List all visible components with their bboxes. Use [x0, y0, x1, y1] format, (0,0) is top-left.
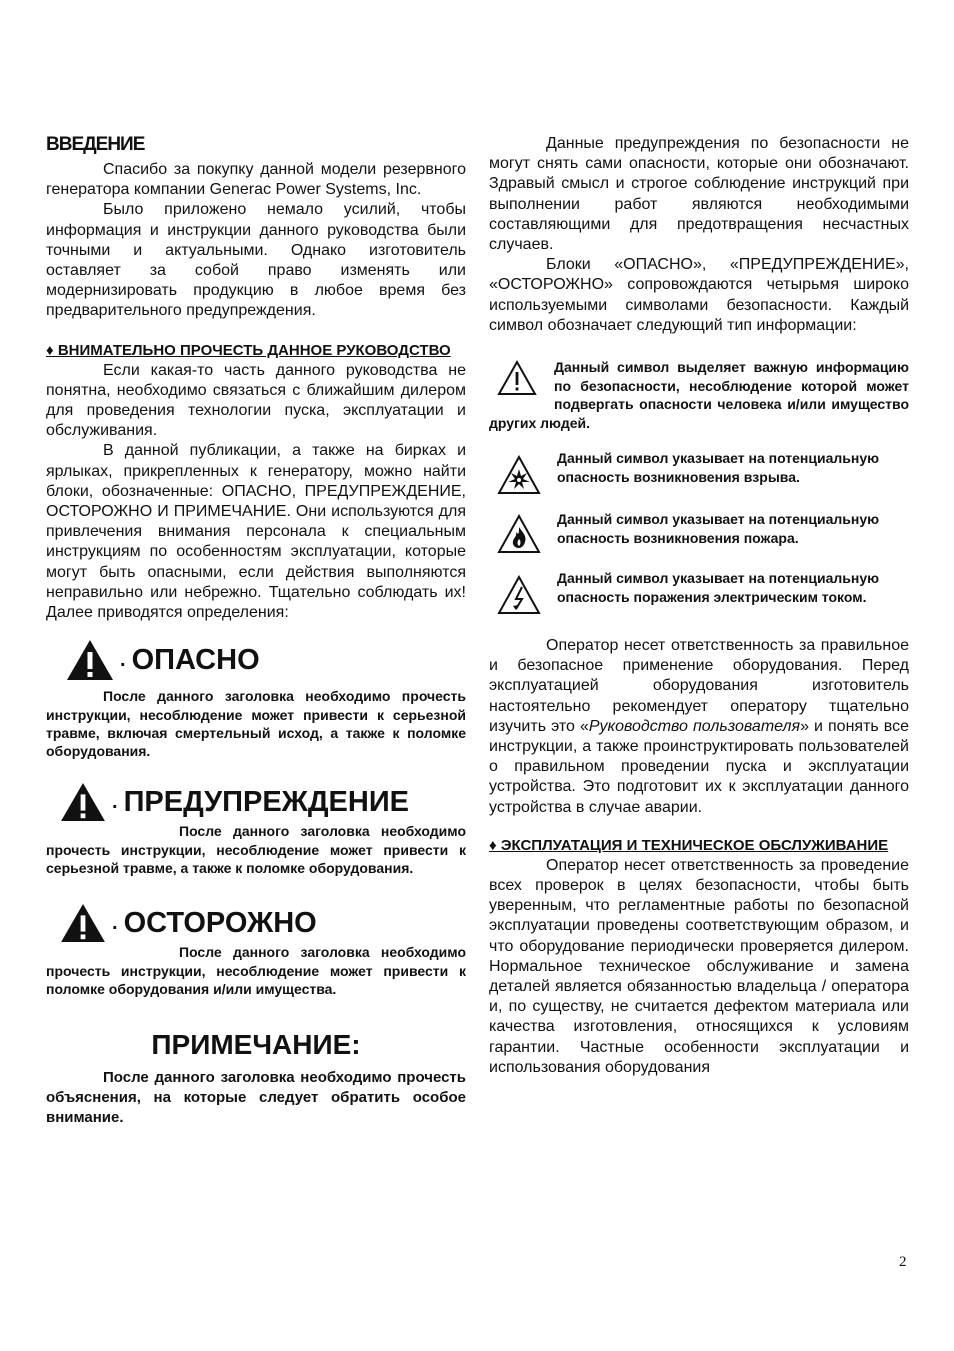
fire-icon — [497, 514, 541, 554]
read-manual-paragraph-2: В данной публикации, а также на бирках и ярлыках, прикрепленных к генератору, можно найти блоки, обозначенные: ОПАСНО, ПРЕДУПРЕЖДЕНИЕ, ОСТОРОЖНО И ПРИМЕЧАНИЕ. Они используются для привлечения внимания персонала к специальным инструкциям по особенностям эксплуатации, которые могут быть опасными, если действия выполняются неправильно или небрежно. Тщательно соблюдать их! Далее приводятся определения: — [46, 442, 466, 622]
note-title: ПРИМЕЧАНИЕ: — [151, 1029, 361, 1061]
caution-title: ОСТОРОЖНО — [123, 907, 317, 940]
symbol-electric-shock-text: Данный символ указывает на потенциальную опасность поражения электрическим током. — [557, 570, 880, 605]
warning-text: После данного заголовка необходимо прочесть инструкции, несоблюдение может привести к серьезной травме, а также к поломке оборудования. — [46, 823, 466, 877]
symbol-fire-text: Данный символ указывает на потенциальную опасность возникновения пожара. — [557, 511, 880, 546]
symbol-explosion-text: Данный символ указывает на потенциальную опасность возникновения взрыва. — [557, 450, 880, 485]
maintenance-heading: ♦ ЭКСПЛУАТАЦИЯ И ТЕХНИЧЕСКОЕ ОБСЛУЖИВАНИЕ — [489, 836, 889, 854]
maintenance-paragraph: Оператор несет ответственность за проведение всех проверок в целях безопасности, чтобы быть уверенным, что регламентные работы по безопасной эксплуатации проведены соответствующим образом, и что оборудование периодически проверяется дилером. Нормальное техническое обслуживание и замена деталей является обязанностью владельца / оператора и, по существу, не считается дефектом материала или качества изготовления, относящихся к условиям гарантии. Частные особенности эксплуатации и использования оборудования — [489, 856, 909, 1076]
warning-icon — [60, 903, 106, 943]
symbol-general-warning — [489, 358, 909, 432]
caution-signal: . ОСТОРОЖНО — [60, 903, 466, 943]
warning-icon — [497, 360, 537, 396]
right-paragraph-1: Данные предупреждения по безопасности не могут снять сами опасности, которые они обозначают. Здравый смысл и строгое соблюдение инструкций при выполнении работ являются необходимыми составляющими для предотвращения несчастных случаев. — [489, 135, 909, 254]
intro-heading: ВВЕДЕНИЕ — [46, 134, 145, 155]
read-manual-paragraph-1: Если какая-то часть данного руководства не понятна, необходимо связаться с ближайшим дилером для проведения технологии пуска, эксплуатации и обслуживания. — [46, 361, 466, 440]
danger-title: ОПАСНО — [131, 644, 260, 677]
danger-text: После данного заголовка необходимо прочесть инструкции, несоблюдение может привести к серьезной травме, включая смертельный исход, а также к поломке оборудования. — [46, 688, 466, 760]
manual-title-italic: Руководство пользователя — [588, 717, 801, 735]
symbol-explosion — [497, 449, 909, 495]
intro-paragraph-1: Спасибо за покупку данной модели резервного генератора компании Generac Power Systems, Inc. — [46, 161, 466, 199]
warning-signal: . ПРЕДУПРЕЖДЕНИЕ — [60, 782, 466, 822]
left-column — [46, 134, 466, 1128]
intro-paragraph-2: Было приложено немало усилий, чтобы информация и инструкции данного руководства были точными и актуальными. Однако изготовитель оставляет за собой право изменять или модернизировать продукцию в любое время без предварительного предупреждения. — [46, 201, 466, 320]
warning-icon — [66, 639, 114, 681]
electric-shock-icon — [497, 575, 541, 615]
symbol-general-warning-text: Данный символ выделяет важную информацию по безопасности, несоблюдение которой может подвергать опасности человека и/или имущество других людей. — [489, 359, 909, 431]
page-number: 2 — [899, 1254, 907, 1270]
symbol-fire — [497, 510, 909, 554]
symbol-electric-shock — [497, 569, 909, 615]
warning-title: ПРЕДУПРЕЖДЕНИЕ — [123, 786, 410, 819]
warning-icon — [60, 782, 106, 822]
danger-signal: . ОПАСНО — [66, 639, 466, 681]
read-manual-heading: ♦ ВНИМАТЕЛЬНО ПРОЧЕСТЬ ДАННОЕ РУКОВОДСТВО — [46, 341, 451, 359]
explosion-icon — [497, 455, 541, 495]
operator-responsibility-paragraph: Оператор несет ответственность за правильное и безопасное применение оборудования. Перед эксплуатацией оборудования изготовитель настоятельно рекомендует оператору тщательно изучить это «Руководство пользователя» и понять все инструкции, а также проинструктировать пользователей о правильном проведении пуска и эксплуатации устройства. Это подготовит их к эксплуатации данного устройства в случае аварии. — [489, 637, 909, 816]
caution-text: После данного заголовка необходимо прочесть инструкции, несоблюдение может привести к поломке оборудования и/или имущества. — [46, 944, 466, 997]
right-paragraph-2: Блоки «ОПАСНО», «ПРЕДУПРЕЖДЕНИЕ», «ОСТОРОЖНО» сопровождаются четырьмя широко используемыми символами безопасности. Каждый символ обозначает следующий тип информации: — [489, 256, 909, 334]
right-column — [489, 134, 909, 1078]
note-text: После данного заголовка необходимо прочесть объяснения, на которые следует обратить особое внимание. — [46, 1069, 466, 1127]
